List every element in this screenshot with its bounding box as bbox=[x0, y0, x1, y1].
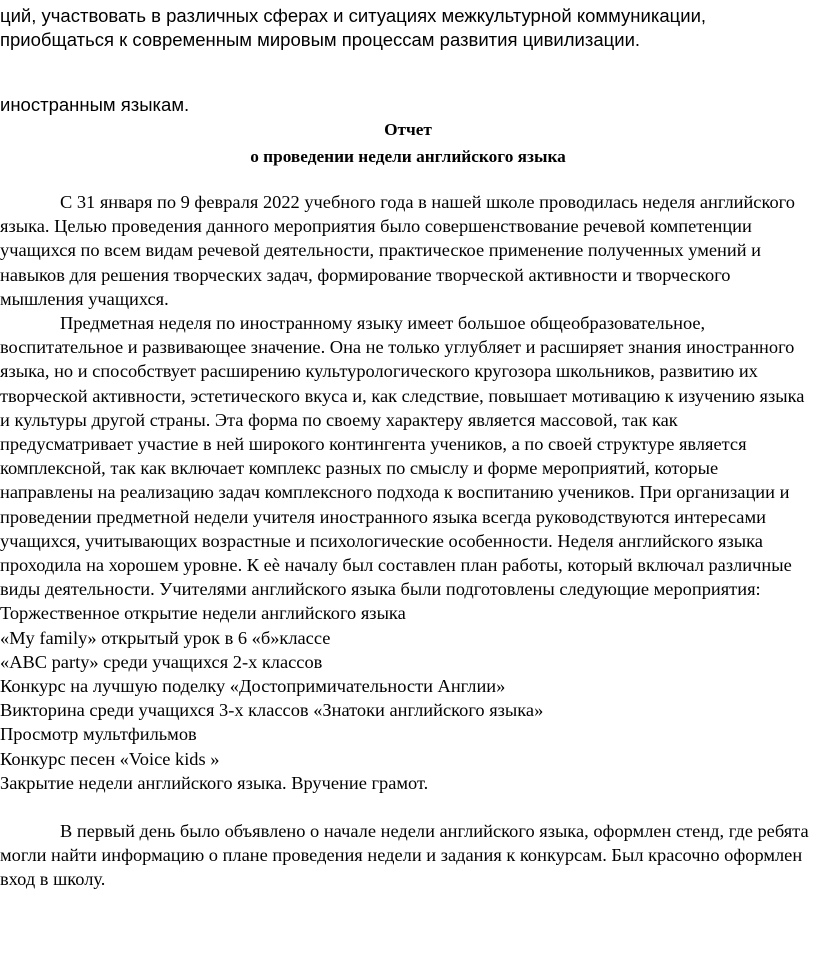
text-line: воспитательное и развивающее значение. Она не только углубляет и расширяет знания иностранного bbox=[0, 337, 795, 358]
text-line: С 31 января по 9 февраля 2022 учебного года в нашей школе проводилась неделя английского bbox=[60, 192, 795, 212]
list-item: Конкурс песен «Voice kids » bbox=[0, 748, 220, 769]
text-line: навыков для решения творческих задач, формирование творческой активности и творческого bbox=[0, 264, 731, 285]
events-list bbox=[0, 601, 812, 795]
list-item: Закрытие недели английского языка. Вручение грамот. bbox=[0, 772, 429, 793]
paragraph-2 bbox=[0, 311, 812, 601]
list-item: Торжественное открытие недели английского языка bbox=[0, 603, 406, 624]
text-line: языка, но и способствует расширению культурологического кругозора школьников, развитию их bbox=[0, 361, 758, 382]
paragraph-3 bbox=[0, 819, 812, 892]
text-line: ций, участвовать в различных сферах и ситуациях межкультурной коммуникации, bbox=[0, 5, 707, 26]
text-line: языка. Целью проведения данного мероприятия было совершенствование речевой компетенции bbox=[0, 216, 752, 237]
text-line: комплексной, так как включает комплекс разных по смыслу и форме мероприятий, которые bbox=[0, 458, 719, 479]
text-line: Предметная неделя по иностранному языку имеет большое общеобразовательное, bbox=[60, 313, 706, 334]
spacer bbox=[0, 795, 812, 819]
list-item: Конкурс на лучшую поделку «Достопримичательности Англии» bbox=[0, 676, 506, 697]
text-line: направлены на реализацию задач комплексного подхода к воспитанию учеников. При организации и bbox=[0, 482, 790, 503]
text-line: могли найти информацию о плане проведения недели и задания к конкурсам. Был красочно оформлен bbox=[0, 845, 803, 866]
list-item: Просмотр мультфильмов bbox=[0, 724, 197, 745]
text-line: предусматривает участие в ней широкого контингента учеников, а по своей структуре является bbox=[0, 434, 747, 455]
text-line: иностранным языкам. bbox=[0, 94, 190, 115]
text-line: проведении предметной недели учителя иностранного языка всегда руководствуются интересами bbox=[0, 506, 766, 527]
text-line: учащихся, учитывающих возрастные и психологические особенности. Неделя английского языка bbox=[0, 530, 763, 551]
text-line: учащихся по всем видам речевой деятельности, практическое применение полученных умений и bbox=[0, 240, 761, 261]
text-line: приобщаться к современным мировым процессам развития цивилизации. bbox=[0, 29, 641, 50]
text-line: мышления учащихся. bbox=[0, 288, 169, 309]
text-line: виды деятельности. Учителями английского языка были подготовлены следующие мероприятия: bbox=[0, 579, 761, 600]
paragraph-1 bbox=[0, 190, 812, 311]
text-line: вход в школу. bbox=[0, 869, 106, 890]
text-line: творческой активности, эстетического вкуса и, как следствие, повышает мотивацию к изучению языка bbox=[0, 385, 805, 406]
report-title bbox=[0, 118, 816, 142]
report-title-text: Отчет bbox=[384, 120, 432, 139]
intro-fragment bbox=[0, 4, 816, 52]
list-item: «ABC party» среди учащихся 2-х классов bbox=[0, 651, 323, 672]
list-item: Викторина среди учащихся 3-х классов «Знатоки английского языка» bbox=[0, 700, 544, 721]
text-line: и культуры другой страны. Эта форма по своему характеру является массовой, так как bbox=[0, 409, 678, 430]
report-body bbox=[0, 190, 812, 892]
report-subtitle: о проведении недели английского языка bbox=[250, 147, 566, 166]
list-item: «My family» открытый урок в 6 «б»классе bbox=[0, 627, 331, 648]
text-line: проходила на хорошем уровне. К еѐ началу был составлен план работы, который включал различные bbox=[0, 555, 792, 576]
text-line: В первый день было объявлено о начале недели английского языка, оформлен стенд, где ребята bbox=[60, 821, 809, 842]
